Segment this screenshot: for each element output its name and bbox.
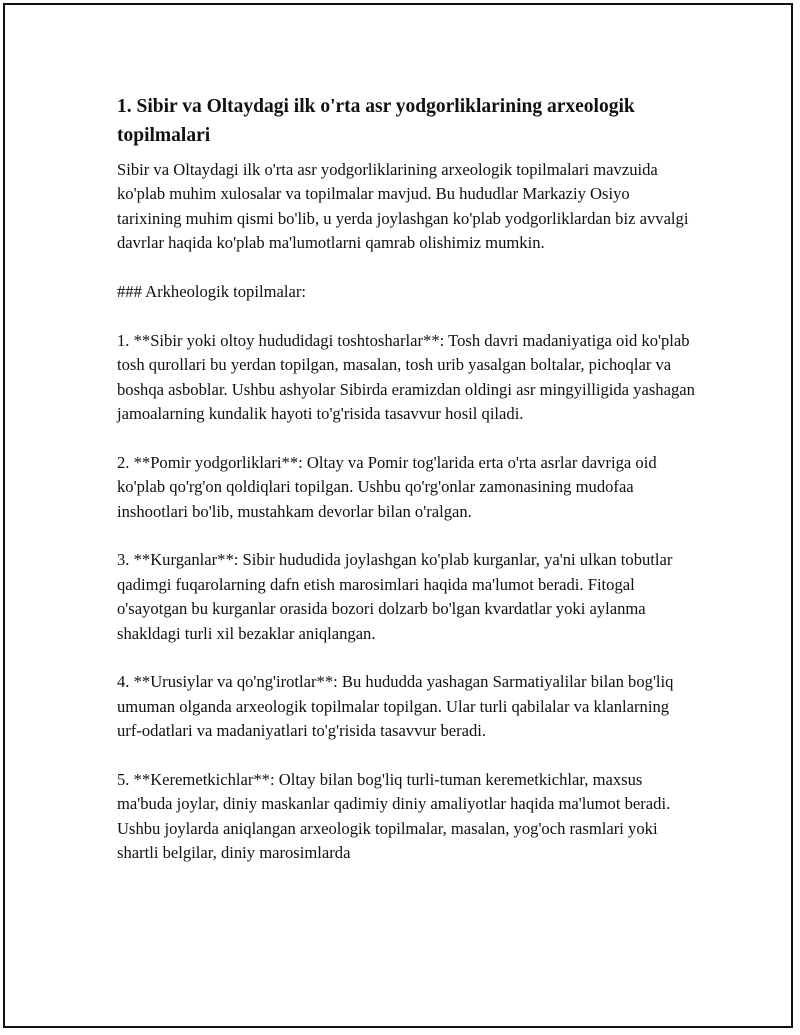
section-subheading: ### Arkheologik topilmalar:	[117, 282, 306, 302]
document-body	[117, 92, 697, 890]
list-item: 5. **Keremetkichlar**: Oltay bilan bog'liq turli-tuman keremetkichlar, maxsus ma'buda joylar, diniy maskanlar qadimiy diniy amaliyotlar haqida ma'lumot beradi. Ushbu joylarda aniqlangan arxeologik topilmalar, masalan, yog'och rasmlari yoki shartli belgilar, diniy marosimlarda	[117, 770, 671, 863]
list-item: 4. **Urusiylar va qo'ng'irotlar**: Bu hududda yashagan Sarmatiyalilar bilan bog'liq umuman olganda arxeologik topilmalar topilgan. Ular turli qabilalar va klanlarning urf-odatlari va madaniyatlari to'g'risida tasavvur beradi.	[117, 672, 674, 741]
list-item: 2. **Pomir yodgorliklari**: Oltay va Pomir tog'larida erta o'rta asrlar davriga oid ko'plab qo'rg'on qoldiqlari topilgan. Ushbu qo'rg'onlar zamonasining mudofaa inshootlari bo'lib, mustahkam devorlar bilan o'ralgan.	[117, 452, 657, 521]
list-item: 1. **Sibir yoki oltoy hududidagi toshtosharlar**: Tosh davri madaniyatiga oid ko'plab tosh qurollari bu yerdan topilgan, masalan, tosh urib yasalgan boltalar, pichoqlar va boshqa asboblar. Ushbu ashyolar Sibirda eramizdan oldingi asr mingyilligida yashagan jamoalarning kundalik hayoti to'g'risida tasavvur hosil qiladi.	[117, 330, 695, 424]
list-item: 3. **Kurganlar**: Sibir hududida joylashgan ko'plab kurganlar, ya'ni ulkan tobutlar qadimgi fuqarolarning dafn etish marosimlari haqida ma'lumot beradi. Fitogal o'sayotgan bu kurganlar orasida bozori dolzarb bo'lgan kvardatlar yoki aylanma shakldagi turli xil bezaklar aniqlangan.	[117, 550, 673, 643]
document-title: 1. Sibir va Oltaydagi ilk o'rta asr yodgorliklarining arxeologik topilmalari	[117, 96, 635, 146]
intro-paragraph: Sibir va Oltaydagi ilk o'rta asr yodgorliklarining arxeologik topilmalari mavzuida ko'plab muhim xulosalar va topilmalar mavjud. Bu hududlar Markaziy Osiyo tarixining muhim qismi bo'lib, u yerda joylashgan ko'plab yodgorliklardan biz avvalgi davrlar haqida ko'plab ma'lumotlarni qamrab olishimiz mumkin.	[117, 160, 689, 253]
